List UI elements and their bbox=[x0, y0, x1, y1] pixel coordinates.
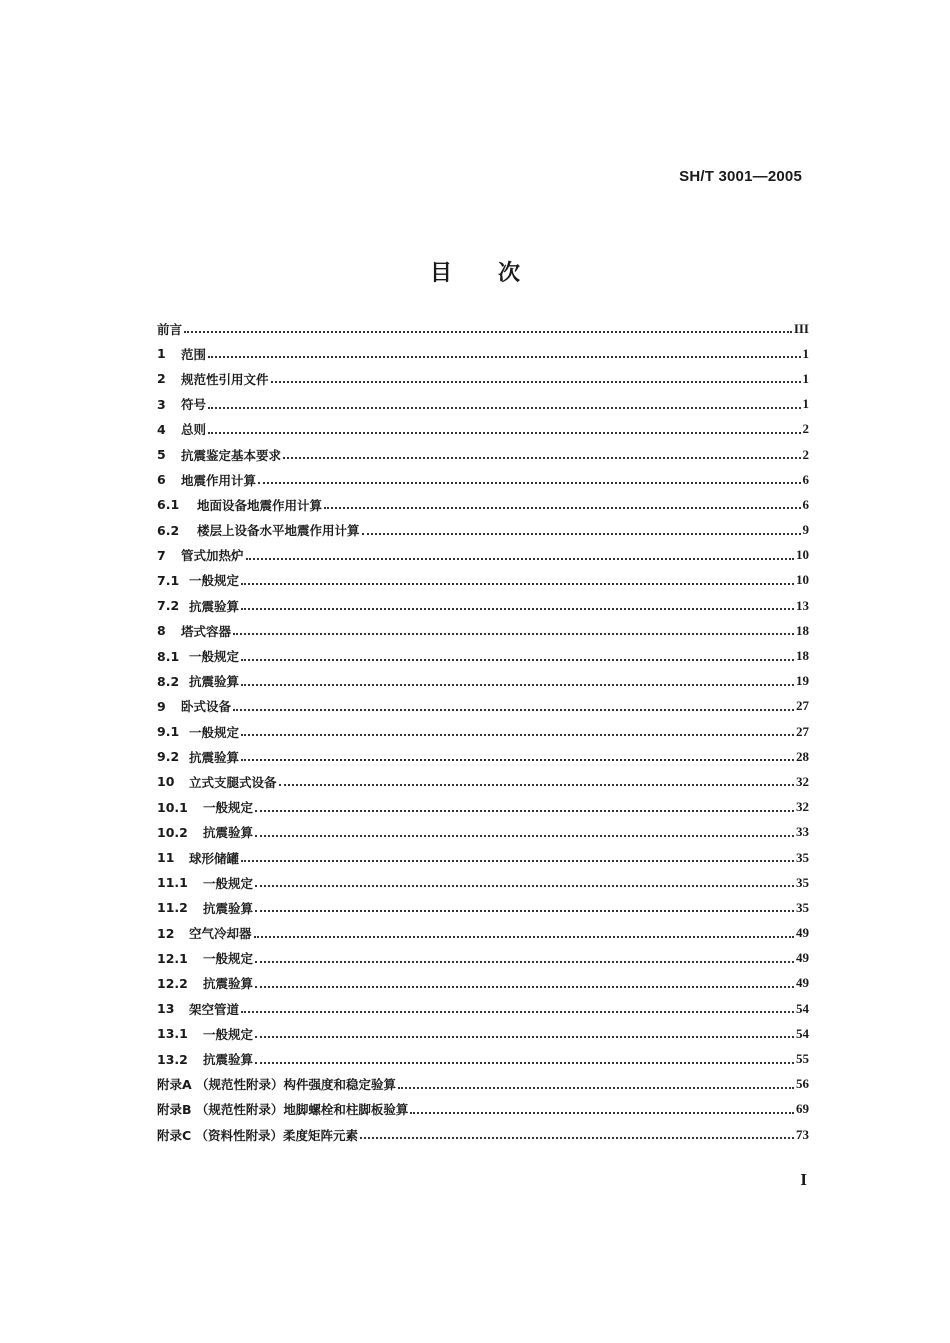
toc-entry-page: 32 bbox=[796, 799, 809, 815]
toc-leader-dots bbox=[255, 884, 794, 887]
toc-leader-dots bbox=[255, 909, 794, 912]
toc-leader-dots bbox=[208, 431, 800, 434]
toc-leader-dots bbox=[241, 582, 794, 585]
toc-entry-8-1[interactable] bbox=[157, 643, 809, 668]
toc-entry-page: 35 bbox=[796, 874, 809, 890]
toc-entry-page: 1 bbox=[802, 396, 809, 412]
toc-leader-dots bbox=[398, 1086, 794, 1089]
toc-entry-number: 5 bbox=[157, 447, 166, 463]
toc-entry-label: 卧式设备 bbox=[181, 699, 232, 715]
toc-leader-dots bbox=[324, 506, 800, 509]
toc-entry-5[interactable] bbox=[157, 442, 809, 467]
toc-entry-page: 13 bbox=[796, 597, 809, 613]
toc-entry-page: 1 bbox=[802, 370, 809, 386]
toc-entry-number: 10 bbox=[157, 774, 175, 790]
toc-entry-label: 架空管道 bbox=[189, 1001, 240, 1017]
toc-entry-10-1[interactable] bbox=[157, 795, 809, 820]
toc-entry-13-1[interactable] bbox=[157, 1021, 809, 1046]
toc-entry-label: 一般规定 bbox=[203, 951, 254, 967]
toc-entry-page: 2 bbox=[802, 421, 809, 437]
toc-entry-number: 11 bbox=[157, 850, 175, 866]
toc-leader-dots bbox=[241, 733, 794, 736]
toc-entry-label: 附录B （规范性附录）地脚螺栓和柱脚板验算 bbox=[157, 1102, 409, 1118]
toc-entry-number: 8.1 bbox=[157, 648, 180, 664]
toc-list bbox=[157, 316, 809, 1147]
toc-leader-dots bbox=[208, 406, 800, 409]
toc-entry-10-2[interactable] bbox=[157, 820, 809, 845]
toc-entry-number: 7 bbox=[157, 547, 166, 563]
toc-entry-label: 范围 bbox=[181, 346, 207, 362]
toc-entry-page: 10 bbox=[796, 572, 809, 588]
toc-entry-13[interactable] bbox=[157, 996, 809, 1021]
toc-entry-11[interactable] bbox=[157, 845, 809, 870]
toc-entry-number: 12.2 bbox=[157, 975, 188, 991]
toc-entry-label: 规范性引用文件 bbox=[181, 371, 269, 387]
toc-entry-appendix-a[interactable] bbox=[157, 1072, 809, 1097]
toc-entry-label: 总则 bbox=[181, 422, 207, 438]
toc-entry-page: 27 bbox=[796, 723, 809, 739]
toc-leader-dots bbox=[246, 557, 794, 560]
toc-entry-3[interactable] bbox=[157, 392, 809, 417]
toc-entry-page: 18 bbox=[796, 648, 809, 664]
toc-leader-dots bbox=[208, 355, 800, 358]
toc-leader-dots bbox=[184, 330, 792, 333]
toc-entry-12-1[interactable] bbox=[157, 946, 809, 971]
toc-entry-label: 抗震验算 bbox=[203, 1052, 254, 1068]
toc-leader-dots bbox=[410, 1111, 794, 1114]
toc-entry-page: 10 bbox=[796, 547, 809, 563]
toc-entry-7-1[interactable] bbox=[157, 568, 809, 593]
toc-leader-dots bbox=[241, 1010, 794, 1013]
toc-entry-number: 4 bbox=[157, 421, 166, 437]
toc-entry-number: 9 bbox=[157, 698, 166, 714]
toc-entry-page: 69 bbox=[796, 1101, 809, 1117]
toc-entry-number: 2 bbox=[157, 371, 166, 387]
toc-entry-page: 35 bbox=[796, 849, 809, 865]
toc-entry-page: 73 bbox=[796, 1126, 809, 1142]
toc-entry-page: 56 bbox=[796, 1076, 809, 1092]
toc-entry-number: 12 bbox=[157, 925, 175, 941]
toc-entry-6[interactable] bbox=[157, 467, 809, 492]
toc-entry-label: 抗震鉴定基本要求 bbox=[181, 447, 282, 463]
toc-entry-label: 一般规定 bbox=[189, 573, 240, 589]
toc-entry-page: 9 bbox=[802, 522, 809, 538]
toc-entry-7[interactable] bbox=[157, 543, 809, 568]
toc-leader-dots bbox=[271, 380, 801, 383]
toc-entry-page: 6 bbox=[802, 496, 809, 512]
toc-entry-8[interactable] bbox=[157, 618, 809, 643]
toc-entry-2[interactable] bbox=[157, 366, 809, 391]
toc-entry-page: 49 bbox=[796, 925, 809, 941]
toc-entry-label: 楼层上设备水平地震作用计算 bbox=[197, 523, 360, 539]
toc-leader-dots bbox=[255, 1035, 794, 1038]
toc-title bbox=[0, 256, 950, 287]
toc-entry-label: 抗震验算 bbox=[189, 674, 240, 690]
toc-leader-dots bbox=[255, 834, 794, 837]
toc-entry-number: 9.2 bbox=[157, 749, 180, 765]
toc-entry-number: 6 bbox=[157, 472, 166, 488]
toc-entry-label: 一般规定 bbox=[203, 1026, 254, 1042]
toc-entry-label: 附录A （规范性附录）构件强度和稳定验算 bbox=[157, 1077, 397, 1093]
toc-entry-number: 6.2 bbox=[157, 522, 180, 538]
toc-title-char-1: 目 bbox=[429, 261, 452, 286]
toc-entry-label: 球形储罐 bbox=[189, 850, 240, 866]
toc-entry-number: 10.1 bbox=[157, 799, 188, 815]
toc-entry-11-1[interactable] bbox=[157, 870, 809, 895]
toc-entry-page: 27 bbox=[796, 698, 809, 714]
toc-entry-11-2[interactable] bbox=[157, 895, 809, 920]
toc-entry-6-2[interactable] bbox=[157, 518, 809, 543]
toc-entry-page: 49 bbox=[796, 975, 809, 991]
toc-entry-label: 一般规定 bbox=[189, 649, 240, 665]
toc-entry-12-2[interactable] bbox=[157, 971, 809, 996]
toc-leader-dots bbox=[362, 532, 801, 535]
toc-entry-7-2[interactable] bbox=[157, 593, 809, 618]
toc-entry-label: 一般规定 bbox=[203, 800, 254, 816]
toc-entry-9-1[interactable] bbox=[157, 719, 809, 744]
toc-leader-dots bbox=[241, 607, 794, 610]
toc-entry-4[interactable] bbox=[157, 417, 809, 442]
toc-entry-appendix-b[interactable] bbox=[157, 1097, 809, 1122]
toc-entry-appendix-c[interactable] bbox=[157, 1122, 809, 1147]
toc-entry-number: 7.2 bbox=[157, 598, 180, 614]
toc-entry-page: III bbox=[793, 320, 809, 336]
toc-leader-dots bbox=[233, 632, 794, 635]
toc-entry-number: 1 bbox=[157, 346, 166, 362]
toc-entry-page: 54 bbox=[796, 1025, 809, 1041]
toc-entry-page: 35 bbox=[796, 899, 809, 915]
toc-entry-label: 抗震验算 bbox=[189, 598, 240, 614]
toc-entry-label: 抗震验算 bbox=[203, 825, 254, 841]
toc-entry-label: 一般规定 bbox=[203, 875, 254, 891]
toc-entry-page: 55 bbox=[796, 1051, 809, 1067]
toc-entry-label: 管式加热炉 bbox=[181, 548, 244, 564]
toc-entry-label: 地震作用计算 bbox=[181, 472, 257, 488]
toc-leader-dots bbox=[360, 1136, 794, 1139]
toc-entry-9-2[interactable] bbox=[157, 744, 809, 769]
toc-entry-number: 13.2 bbox=[157, 1051, 188, 1067]
toc-entry-6-1[interactable] bbox=[157, 492, 809, 517]
toc-entry-number: 12.1 bbox=[157, 950, 188, 966]
toc-entry-label: 地面设备地震作用计算 bbox=[197, 497, 323, 513]
toc-entry-number: 8 bbox=[157, 623, 166, 639]
toc-entry-label: 塔式容器 bbox=[181, 623, 232, 639]
toc-entry-10[interactable] bbox=[157, 769, 809, 794]
toc-entry-foreword[interactable] bbox=[157, 316, 809, 341]
toc-entry-label: 抗震验算 bbox=[203, 976, 254, 992]
toc-leader-dots bbox=[255, 960, 794, 963]
toc-leader-dots bbox=[255, 809, 794, 812]
toc-entry-page: 2 bbox=[802, 446, 809, 462]
toc-leader-dots bbox=[233, 708, 794, 711]
toc-entry-label: 符号 bbox=[181, 397, 207, 413]
toc-leader-dots bbox=[258, 481, 800, 484]
toc-entry-1[interactable] bbox=[157, 341, 809, 366]
toc-leader-dots bbox=[241, 859, 794, 862]
document-code: SH/T 3001—2005 bbox=[679, 168, 802, 185]
toc-entry-number: 10.2 bbox=[157, 824, 188, 840]
toc-leader-dots bbox=[241, 758, 794, 761]
toc-entry-number: 8.2 bbox=[157, 673, 180, 689]
toc-entry-page: 1 bbox=[802, 345, 809, 361]
toc-leader-dots bbox=[241, 683, 794, 686]
toc-entry-label: 立式支腿式设备 bbox=[189, 774, 277, 790]
toc-leader-dots bbox=[241, 658, 794, 661]
toc-entry-label: 抗震验算 bbox=[189, 749, 240, 765]
toc-entry-label: 附录C （资料性附录）柔度矩阵元素 bbox=[157, 1127, 359, 1143]
toc-entry-number: 13.1 bbox=[157, 1026, 188, 1042]
toc-entry-number: 6.1 bbox=[157, 497, 180, 513]
toc-entry-13-2[interactable] bbox=[157, 1046, 809, 1071]
toc-entry-number: 9.1 bbox=[157, 724, 180, 740]
toc-leader-dots bbox=[254, 935, 794, 938]
toc-entry-page: 19 bbox=[796, 673, 809, 689]
toc-entry-number: 11.1 bbox=[157, 875, 188, 891]
toc-entry-label: 一般规定 bbox=[189, 724, 240, 740]
toc-leader-dots bbox=[283, 456, 800, 459]
toc-entry-label: 空气冷却器 bbox=[189, 926, 252, 942]
toc-leader-dots bbox=[255, 1061, 794, 1064]
toc-entry-page: 28 bbox=[796, 748, 809, 764]
toc-entry-page: 49 bbox=[796, 950, 809, 966]
toc-entry-8-2[interactable] bbox=[157, 669, 809, 694]
toc-entry-page: 33 bbox=[796, 824, 809, 840]
toc-leader-dots bbox=[255, 985, 794, 988]
toc-entry-9[interactable] bbox=[157, 694, 809, 719]
toc-entry-label: 前言 bbox=[157, 321, 183, 337]
toc-entry-page: 18 bbox=[796, 622, 809, 638]
toc-title-char-2: 次 bbox=[498, 261, 521, 286]
toc-entry-page: 32 bbox=[796, 773, 809, 789]
toc-entry-number: 11.2 bbox=[157, 900, 188, 916]
toc-entry-page: 54 bbox=[796, 1000, 809, 1016]
toc-entry-number: 3 bbox=[157, 396, 166, 412]
toc-entry-12[interactable] bbox=[157, 921, 809, 946]
toc-leader-dots bbox=[279, 783, 794, 786]
page-number: I bbox=[800, 1170, 807, 1189]
toc-entry-page: 6 bbox=[802, 471, 809, 487]
toc-entry-label: 抗震验算 bbox=[203, 900, 254, 916]
toc-entry-number: 13 bbox=[157, 1001, 175, 1017]
toc-entry-number: 7.1 bbox=[157, 572, 180, 588]
